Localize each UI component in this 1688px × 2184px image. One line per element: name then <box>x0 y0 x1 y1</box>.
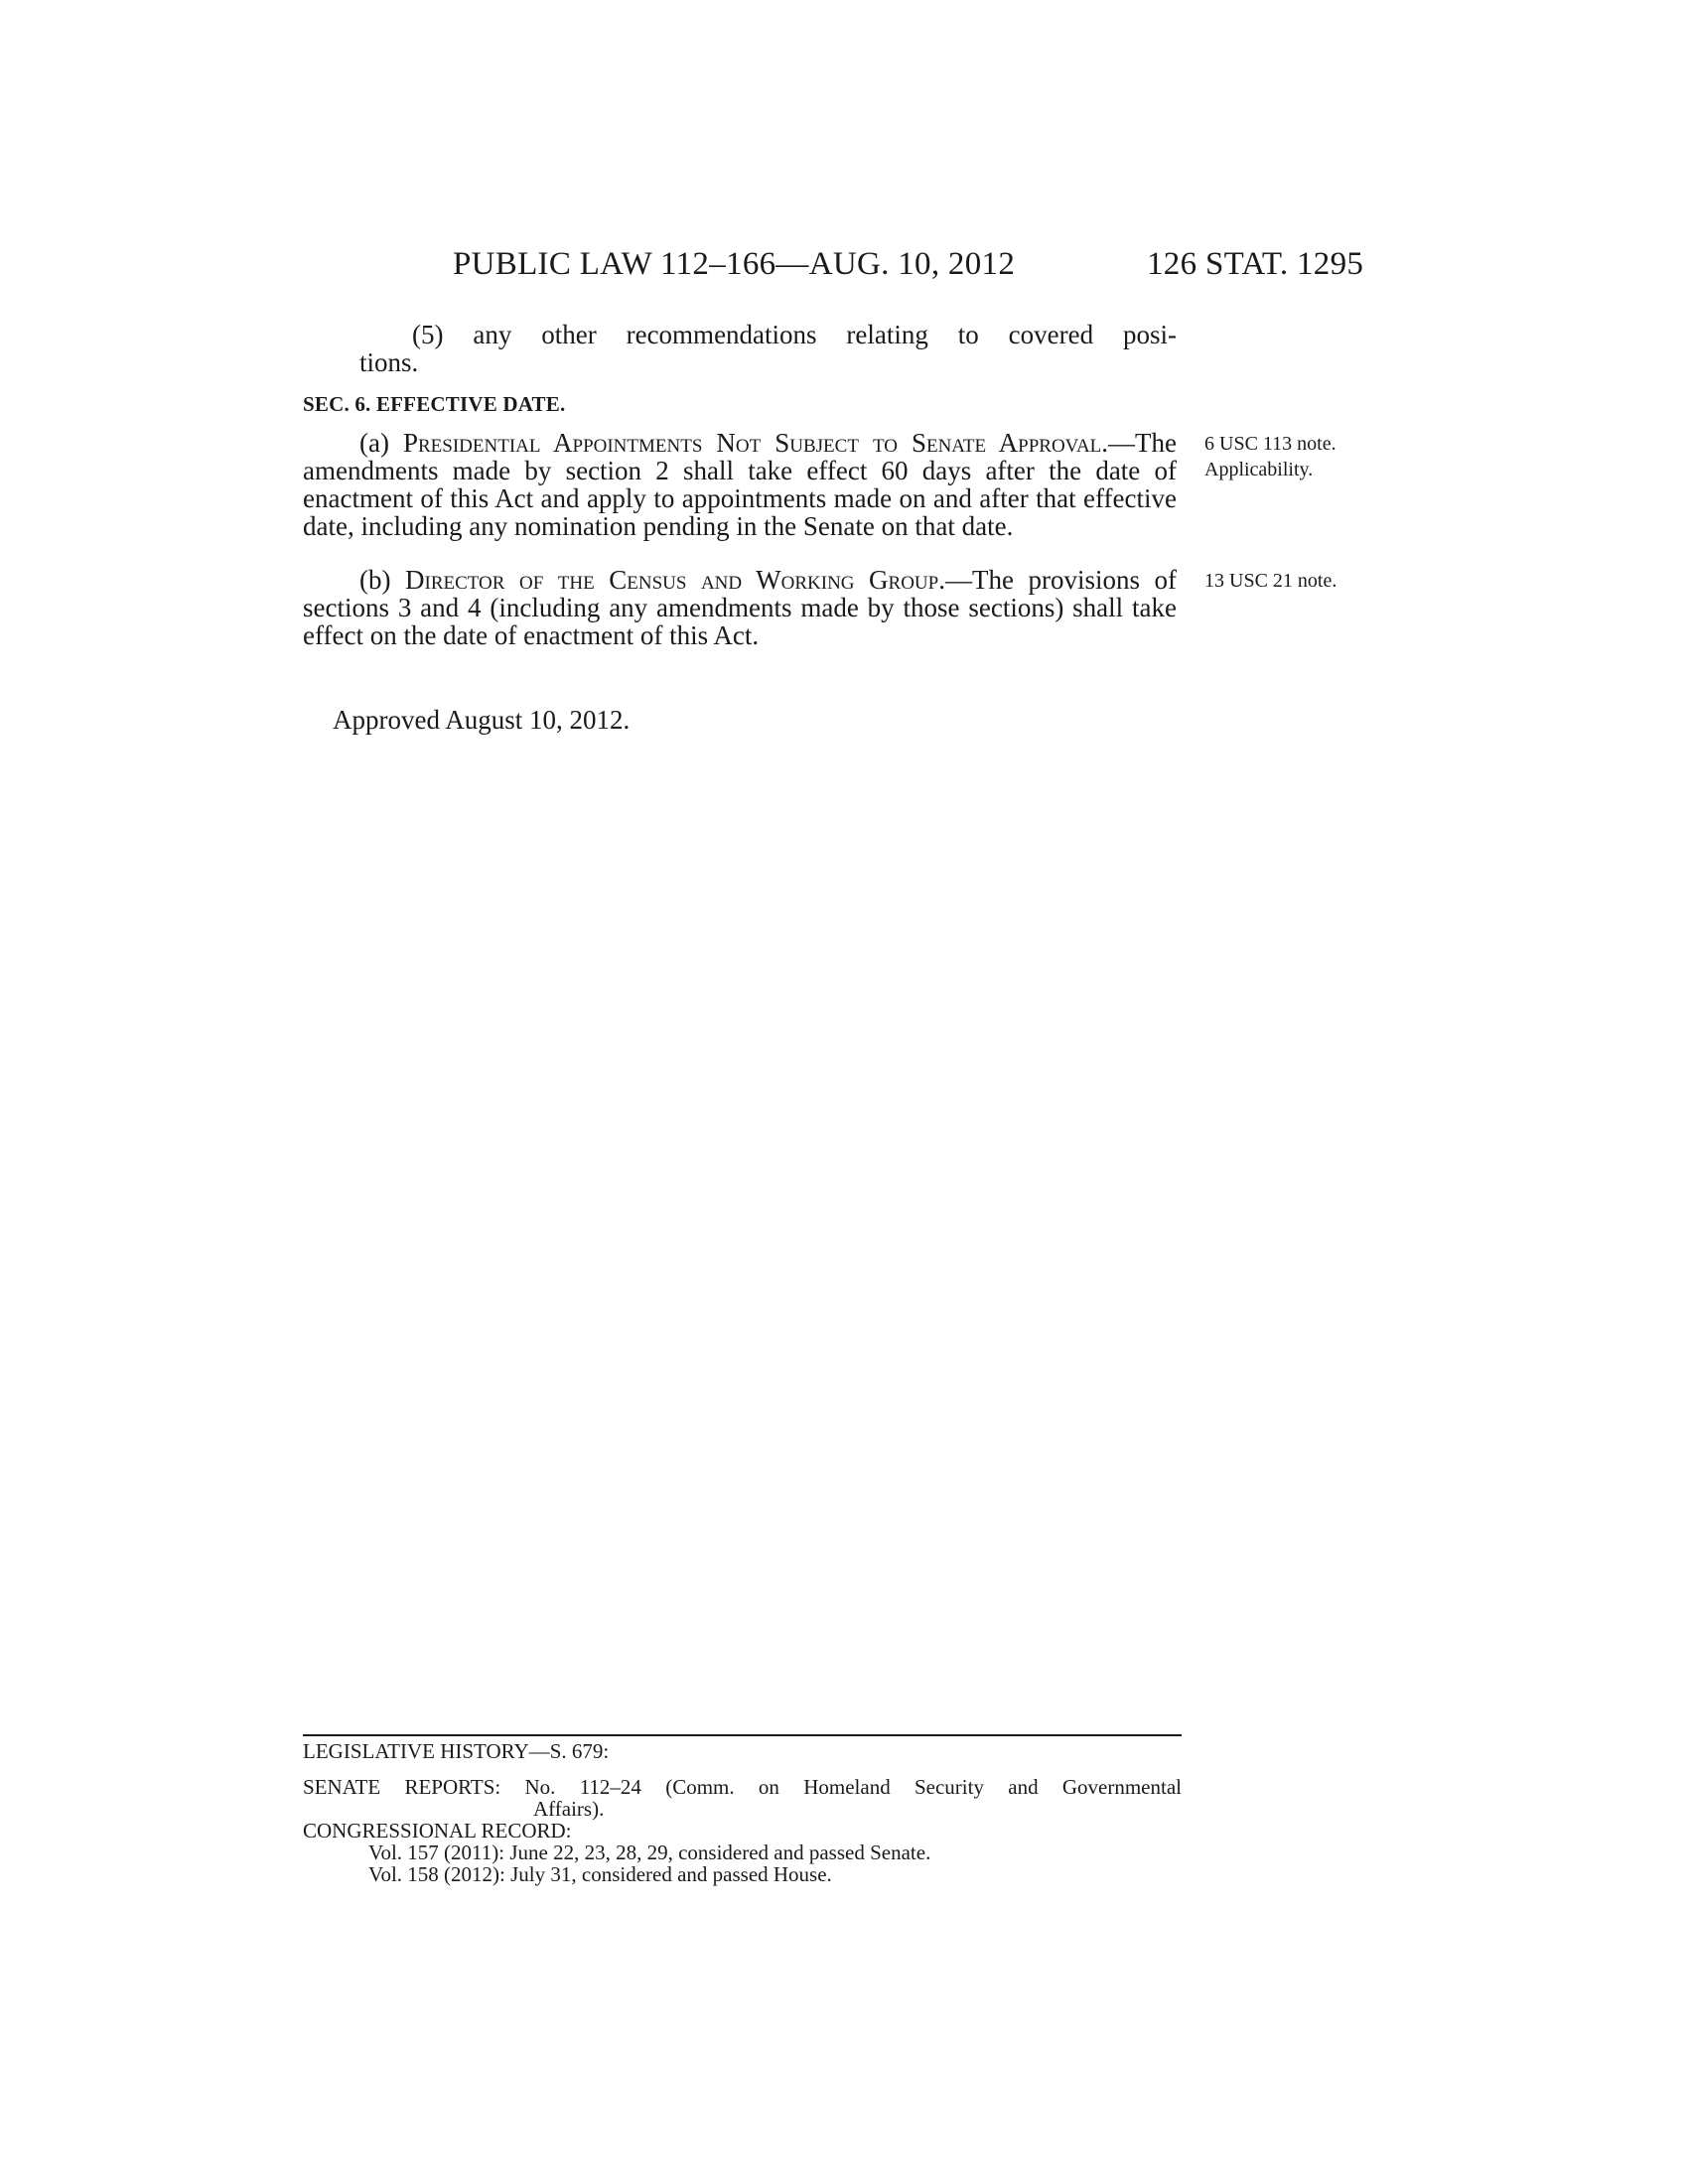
subsection-b-caption: Director of the Census and Working Group. <box>405 565 945 595</box>
subsection-b <box>303 566 1177 649</box>
section-6-heading: SEC. 6. EFFECTIVE DATE. <box>303 392 566 416</box>
item-5-line2: tions. <box>359 347 419 377</box>
legislative-history-title: LEGISLATIVE HISTORY—S. 679: <box>303 1739 610 1763</box>
item-5-line1: (5) any other recommendations relating to covered posi- <box>412 320 1177 349</box>
senate-reports-line1: SENATE REPORTS: No. 112–24 (Comm. on Homeland Security and Governmental <box>303 1775 1182 1799</box>
statute-page-number: 126 STAT. 1295 <box>1147 246 1364 282</box>
paragraph-item-5 <box>303 321 1177 376</box>
congressional-record-vol158: Vol. 158 (2012): July 31, considered and passed House. <box>368 1862 832 1886</box>
subsection-a-caption: Presidential Appointments Not Subject to Senate Approval. <box>402 428 1109 458</box>
subsection-b-text: —The provisions of sections 3 and 4 (including any amendments made by those sections) shall take effect on the date of enactment of this Act. <box>303 565 1178 650</box>
congressional-record-title: CONGRESSIONAL RECORD: <box>303 1819 572 1843</box>
subsection-a-label: (a) <box>359 428 403 458</box>
footnote-rule <box>303 1734 1182 1736</box>
senate-reports <box>303 1776 1182 1820</box>
margin-note-usc-21: 13 USC 21 note. <box>1204 570 1337 592</box>
subsection-b-label: (b) <box>359 565 406 595</box>
congressional-record-vol157: Vol. 157 (2011): June 22, 23, 28, 29, considered and passed Senate. <box>368 1841 931 1864</box>
subsection-a-text: —The amendments made by section 2 shall take effect 60 days after the date of enactment of this Act and apply to appointments made on and after that effective date, including any nomination pending in the Senate on that date. <box>303 428 1178 541</box>
subsection-a <box>303 429 1177 540</box>
margin-note-applicability: Applicability. <box>1204 459 1314 480</box>
approved-date: Approved August 10, 2012. <box>333 705 631 735</box>
congressional-record <box>303 1820 1182 1885</box>
senate-reports-line2: Affairs). <box>533 1797 605 1821</box>
margin-note-usc-113: 6 USC 113 note. <box>1204 433 1336 455</box>
page-header: PUBLIC LAW 112–166—AUG. 10, 2012 <box>453 246 1016 282</box>
